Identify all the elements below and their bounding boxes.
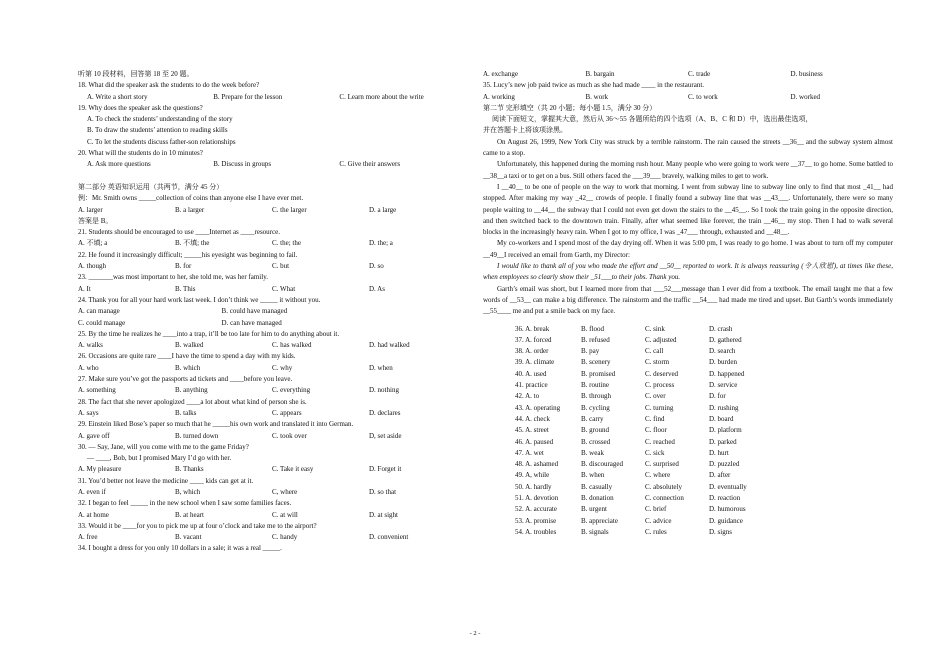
cloze-option-row (483, 459, 893, 470)
cloze-option-row (483, 470, 893, 481)
option: D. the; a (369, 239, 393, 248)
cloze-option-row (483, 493, 893, 504)
option: A. To check the students’ understanding of the story (87, 115, 233, 124)
options-28 (78, 408, 466, 419)
option: D. As (369, 284, 385, 293)
options-33 (78, 532, 466, 543)
cloze-option: D. signs (709, 527, 732, 536)
option: D. so that (369, 487, 397, 496)
option: D. Forget it (369, 465, 402, 474)
option: A. can manage (78, 307, 120, 316)
cloze-option: B. flood (581, 324, 604, 333)
question-28: 28. The fact that she never apologized ____a lot about what kind of person she is. (78, 397, 307, 406)
cloze-option: D. gathered (709, 335, 742, 344)
cloze-option: C. over (645, 392, 666, 401)
cloze-option: 37. A. forced (515, 335, 552, 344)
question-25: 25. By the time he realizes he ____into a trap, it’ll be too late for him to do anything about it. (78, 329, 340, 338)
part-heading: 第二部分 英语知识运用（共两节，满分 45 分） (78, 182, 224, 191)
cloze-option: C. absolutely (645, 482, 682, 491)
cloze-options-grid (483, 324, 893, 539)
instructions-line: 并在答题卡上将该项涂黑。 (483, 126, 567, 135)
cloze-option: D. service (709, 381, 738, 390)
question-33: 33. Would it be ____for you to pick me up at four o’clock and take me to the airport? (78, 521, 317, 530)
option: B. could have managed (221, 307, 288, 316)
question-34: 34. I bought a dress for you only 10 dollars in a sale; it was a real _____. (78, 544, 282, 553)
cloze-option: B. through (581, 392, 611, 401)
cloze-option: C. connection (645, 493, 684, 502)
options-27 (78, 385, 466, 396)
cloze-option: B. donation (581, 493, 614, 502)
cloze-option: C. sick (645, 448, 665, 457)
cloze-option-row (483, 527, 893, 538)
cloze-option: D. platform (709, 426, 742, 435)
cloze-option: B. cycling (581, 403, 610, 412)
cloze-option: B. scenery (581, 358, 611, 367)
cloze-option: D. puzzled (709, 460, 740, 469)
option: C. trade (688, 70, 711, 78)
option: A. It (78, 284, 91, 293)
option: B. work (585, 92, 609, 101)
cloze-option: B. crossed (581, 437, 611, 446)
cloze-option: B. refused (581, 335, 610, 344)
cloze-option: B. appreciate (581, 516, 618, 525)
option: C. Give their answers (339, 160, 401, 169)
cloze-option-row (483, 346, 893, 357)
option: A. exchange (483, 70, 518, 78)
option: C. but (272, 262, 290, 271)
cloze-option: B. routine (581, 381, 609, 390)
option: D. worked (790, 92, 821, 101)
option: B. for (175, 262, 192, 271)
option: A. working (483, 92, 515, 101)
option: B. vacant (175, 533, 202, 542)
passage-paragraph: Garth’s email was short, but I learned more from that ___52___message than I ever did from a textbook. The email taught me that a few words of __53__ can make a big difference. The rainstorm and the traffic __54___ had made me tired and upset. But Garth’s words immediately __55____ me and put a smile back on my face. (483, 284, 893, 316)
question-22: 22. He found it increasingly difficult; _____his eyesight was beginning to fail. (78, 250, 298, 259)
option: C. why (272, 363, 293, 372)
option: D. had walked (369, 341, 410, 350)
cloze-option: 40. A. used (515, 369, 547, 378)
option: D. when (369, 363, 393, 372)
option: D. a large (369, 205, 397, 214)
cloze-option: D. hurt (709, 448, 729, 457)
option: C. Learn more about the write (339, 92, 424, 101)
cloze-option: D. after (709, 471, 731, 480)
cloze-option: 46. A. paused (515, 437, 554, 446)
cloze-option: B. weak (581, 448, 604, 457)
option: D. so (369, 262, 384, 271)
question-30: 30. — Say, Jane, will you come with me to the game Friday? (78, 442, 249, 451)
cloze-option: C. where (645, 471, 671, 480)
option: C. appears (272, 408, 302, 417)
option: B. which (175, 363, 201, 372)
cloze-option: 51. A. devotion (515, 493, 559, 502)
cloze-option: D. humorous (709, 505, 746, 514)
option: A. walks (78, 341, 103, 350)
option: C. has walked (272, 341, 312, 350)
option: A. gave off (78, 431, 110, 440)
cloze-option: D. happened (709, 369, 745, 378)
option: C. at will (272, 510, 298, 519)
cloze-option: D. guidance (709, 516, 743, 525)
options-30 (78, 464, 466, 475)
cloze-option: C. turning (645, 403, 674, 412)
cloze-option: C. brief (645, 505, 667, 514)
cloze-option: 54. A. troubles (515, 527, 557, 536)
cloze-option-row (483, 369, 893, 380)
cloze-option: C. reached (645, 437, 675, 446)
passage-email: I would like to thank all of you who made the effort and __50__ reported to work. It is always reassuring (令人欣慰), at times like these, when employees so clearly show their _51___to their jobs. Thank you. (483, 262, 893, 282)
question-32: 32. I began to feel _____ in the new school when I saw some families faces. (78, 499, 292, 508)
cloze-option: C. find (645, 414, 665, 423)
cloze-option: 53. A. promise (515, 516, 557, 525)
options-23 (78, 284, 466, 295)
question-31: 31. You’d better not leave the medicine ____ kids can get at it. (78, 476, 254, 485)
left-column (78, 69, 466, 555)
passage-paragraph: I __40__ to be one of people on the way to work that morning. I went from subway line to subway line only to find that most _41__ had stopped. After making my way _42__ crowds of people. I finally found a subway line that was __43___. Unfortunately, there were so many people waiting to __44__ the subway that I could not even get down the stairs to the __45__.. So I took the train going in the opposite direction, and then switched back to the downtown train. Finally, after what seemed like forever, the train __46__ my stop. Then I had to walk several blocks in the increasingly heavy rain. When I got to my office, I was _47___ through, exhausted and __48__. (483, 182, 893, 237)
section-heading: 听第 10 段材料，回答第 18 至 20 题。 (78, 70, 194, 78)
instructions-line: 阅读下面短文，掌握其大意，然后从 36～55 各题所给的四个选项（A、B、C 和 D）中，选出最佳选项， (492, 115, 813, 124)
cloze-option: 42. A. to (515, 392, 540, 401)
options-20 (78, 159, 466, 170)
example-options (78, 205, 466, 216)
cloze-option: C. deserved (645, 369, 679, 378)
cloze-option: 49. A, while (515, 471, 550, 480)
option: A. says (78, 408, 99, 417)
passage-paragraph: My co-workers and I spend most of the day drying off. When it was 5:00 pm, I was ready to go home. I was about to turn off my computer __49__I received an email from Garth, my Director: (483, 239, 893, 259)
option: A. 不填; a (78, 239, 108, 248)
option: C. Take it easy (272, 465, 314, 474)
option: B. at heart (175, 510, 204, 519)
options-24b (78, 318, 466, 329)
question-21: 21. Students should be encouraged to use ____Internet as ____resource. (78, 228, 280, 237)
cloze-option: C. process (645, 381, 675, 390)
cloze-option: B. casually (581, 482, 613, 491)
option: B. a larger (175, 205, 205, 214)
options-24 (78, 306, 466, 317)
option: C. What (272, 284, 296, 293)
cloze-option: 44. A. check (515, 414, 550, 423)
cloze-option: C. advice (645, 516, 672, 525)
question-23: 23. _______was most important to her, she told me, was her family. (78, 273, 268, 282)
option: D. nothing (369, 386, 399, 395)
passage-paragraph: On August 26, 1999, New York City was struck by a terrible rainstorm. The rain caused the streets __36__ and the subway system almost came to a stop. (483, 137, 893, 158)
right-column (483, 69, 893, 538)
cloze-option-row (483, 425, 893, 436)
question-29: 29. Einstein liked Bose’s paper so much that he _____his own work and translated it into German. (78, 420, 354, 429)
options-25 (78, 340, 466, 351)
cloze-option: 50. A. hardly (515, 482, 552, 491)
cloze-option: 47. A. wet (515, 448, 544, 457)
option: B. anything (175, 386, 208, 395)
cloze-option: 43. A. operating (515, 403, 561, 412)
cloze-option-row (483, 482, 893, 493)
option: D, set aside (369, 431, 402, 440)
option: C. the; the (272, 239, 301, 248)
cloze-option: B. ground (581, 426, 609, 435)
question-26: 26. Occasions are quite rare ____I have the time to spend a day with my kids. (78, 352, 296, 361)
cloze-option: B. signals (581, 527, 609, 536)
option: A. Ask more questions (87, 160, 151, 169)
option: B. talks (175, 408, 197, 417)
option: C. To let the students discuss father-son relationships (87, 137, 236, 146)
option: C. handy (272, 533, 298, 542)
option: B. This (175, 284, 196, 293)
option: B, which (175, 487, 201, 496)
option: B. Thanks (175, 465, 204, 474)
option: A. at home (78, 510, 109, 519)
cloze-option: C. storm (645, 358, 670, 367)
cloze-option: B. promised (581, 369, 616, 378)
cloze-option: C. call (645, 347, 664, 356)
option: A. though (78, 262, 106, 271)
cloze-option: B. discouraged (581, 460, 623, 469)
cloze-option: C. sink (645, 324, 665, 333)
cloze-option-row (483, 357, 893, 368)
question-18: 18. What did the speaker ask the students to do the week before? (78, 81, 260, 90)
cloze-option: C. adjusted (645, 335, 677, 344)
options-32 (78, 510, 466, 521)
option: B. Discuss in groups (213, 160, 272, 169)
cloze-option-row (483, 414, 893, 425)
question-35: 35. Lucy’s new job paid twice as much as she had made ____ in the restaurant. (483, 81, 705, 90)
option: B. bargain (585, 70, 615, 78)
option: A. free (78, 533, 98, 542)
question-20: 20. What will the students do in 10 minutes? (78, 149, 203, 158)
option: A. even if (78, 487, 106, 496)
cloze-option: 39. A. climate (515, 358, 555, 367)
cloze-option: B. carry (581, 414, 604, 423)
option: C. could manage (78, 318, 126, 327)
option: B. turned down (175, 431, 219, 440)
option: C. everything (272, 386, 311, 395)
cloze-option: B. when (581, 471, 605, 480)
cloze-option: C. floor (645, 426, 667, 435)
options-26 (78, 363, 466, 374)
cloze-option: 38. A. order (515, 347, 549, 356)
question-27: 27. Make sure you’ve got the passports ad tickets and ____before you leave. (78, 375, 293, 384)
question-24: 24. Thank you for all your hard work last week. I don’t think we _____ it without you. (78, 295, 321, 304)
option: B. Prepare for the lesson (213, 92, 283, 101)
option: C. to work (688, 92, 718, 101)
example-answer: 答案是 B。 (78, 216, 113, 225)
option: C, where (272, 487, 298, 496)
cloze-option: B. urgent (581, 505, 607, 514)
cloze-option: B. pay (581, 347, 600, 356)
cloze-option: D. search (709, 347, 736, 356)
option: B. To draw the students’ attention to reading skills (87, 126, 228, 135)
options-35 (483, 92, 893, 103)
cloze-option-row (483, 403, 893, 414)
cloze-option-row (483, 391, 893, 402)
option: B. walked (175, 341, 204, 350)
question-19: 19. Why does the speaker ask the questions? (78, 103, 203, 112)
cloze-option: 36. A. break (515, 324, 550, 333)
cloze-option: D. eventually (709, 482, 747, 491)
option: C. took over (272, 431, 307, 440)
option: D. can have managed (221, 318, 282, 327)
cloze-option: C. rules (645, 527, 667, 536)
cloze-option: C. surprised (645, 460, 679, 469)
cloze-option-row (483, 380, 893, 391)
options-18 (78, 92, 466, 103)
cloze-option: D. parked (709, 437, 737, 446)
cloze-option: 48. A. ashamed (515, 460, 559, 469)
cloze-option-row (483, 335, 893, 346)
cloze-option: 52. A. accurate (515, 505, 557, 514)
example-question: 例：Mr. Smith owns _____collection of coins than anyone else I have ever met. (78, 194, 304, 203)
cloze-option-row (483, 516, 893, 527)
question-30-reply: — ____, Bob, but I promised Mary I’d go with her. (87, 454, 232, 463)
cloze-option-row (483, 504, 893, 515)
cloze-option: D. burden (709, 358, 737, 367)
option: A. larger (78, 205, 103, 214)
options-21 (78, 238, 466, 249)
option: D. declares (369, 408, 401, 417)
option: B. 不填; the (175, 239, 210, 248)
cloze-option-row (483, 448, 893, 459)
option: D. at sight (369, 510, 398, 519)
cloze-option: D. crash (709, 324, 733, 333)
cloze-option-row (483, 324, 893, 335)
options-22 (78, 261, 466, 272)
option: A. My pleasure (78, 465, 122, 474)
cloze-option: D. board (709, 414, 734, 423)
cloze-option: D. rushing (709, 403, 739, 412)
page-number: - 2 - (469, 630, 481, 637)
options-34 (483, 69, 893, 80)
option: A. who (78, 363, 99, 372)
option: A. something (78, 386, 116, 395)
cloze-option-row (483, 437, 893, 448)
options-29 (78, 431, 466, 442)
cloze-option: D. reaction (709, 493, 741, 502)
cloze-option: 41. practice (515, 381, 548, 390)
option: A. Write a short story (87, 92, 148, 101)
cloze-option: 45. A. street (515, 426, 549, 435)
options-31 (78, 487, 466, 498)
section-heading: 第二节 完形填空（共 20 小题；每小题 1.5，满分 30 分） (483, 103, 657, 112)
option: C. the larger (272, 205, 307, 214)
option: D. convenient (369, 533, 409, 542)
cloze-option: D. for (709, 392, 726, 401)
passage-paragraph: Unfortunately, this happened during the morning rush hour. Many people who were going to work were __37__ to go home. Some battled to __38__a taxi or to get on a bus. Still others faced the ___39___ bravely, walking miles to get to work. (483, 160, 893, 180)
option: D. business (790, 70, 823, 78)
